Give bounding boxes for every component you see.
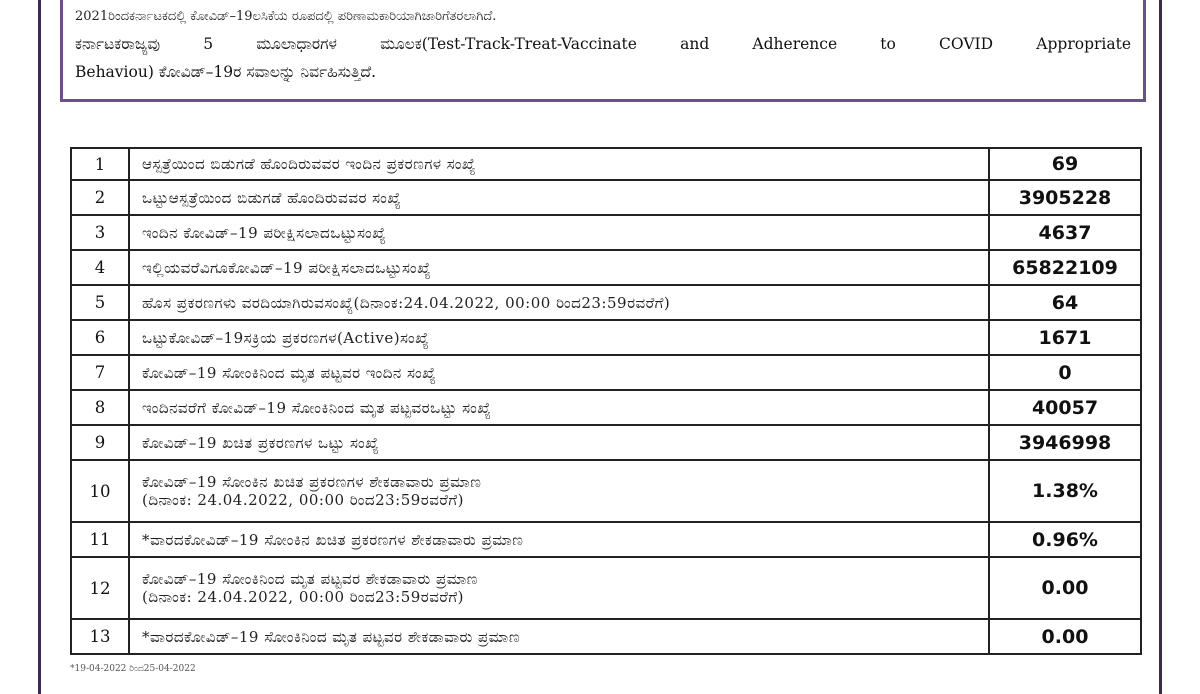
- row-number: 8: [71, 390, 129, 425]
- row-label-text: ಒಟ್ಟುಕೋವಿಡ್–19ಸಕ್ರಿಯ ಪ್ರಕರಣಗಳ(Active)ಸಂಖ್ಯೆ: [142, 328, 430, 347]
- notice-line-1: 2021ರಿಂದಕರ್ನಾಟಕದಲ್ಲಿ ಕೋವಿಡ್–19ಲಸಿಕೆಯ ರೂಪದಲ್ಲಿ ಪರಿಣಾಮಕಾರಿಯಾಗಿಜಾರಿಗೆತರಲಾಗಿದೆ.: [75, 9, 497, 24]
- row-label-text: ಇಂದಿನ ಕೋವಿಡ್–19 ಪರೀಕ್ಷಿಸಲಾದಒಟ್ಟುಸಂಖ್ಯೆ: [142, 223, 387, 242]
- table-row: [71, 425, 1141, 460]
- row-label-date: (ದಿನಾಂಕ: 24.04.2022, 00:00 ರಿಂದ23:59ರವರೆಗೆ): [142, 588, 464, 606]
- row-label-text: ಕೋವಿಡ್–19 ಖಚಿತ ಪ್ರಕರಣಗಳ ಒಟ್ಟು ಸಂಖ್ಯೆ: [142, 433, 380, 452]
- table-row: [71, 355, 1141, 390]
- covid-stats-table: [70, 147, 1142, 655]
- row-label: [129, 250, 989, 285]
- row-label: [129, 148, 989, 180]
- table-row: [71, 390, 1141, 425]
- table-row: [71, 215, 1141, 250]
- table-row: [71, 320, 1141, 355]
- row-number: 11: [71, 522, 129, 557]
- row-label: [129, 460, 989, 522]
- row-value: 0: [989, 355, 1141, 390]
- row-label: [129, 425, 989, 460]
- table-row: [71, 250, 1141, 285]
- row-number: 5: [71, 285, 129, 320]
- notice-line-3: Behaviou) ಕೋವಿಡ್–19ರ ಸವಾಲನ್ನು ನಿರ್ವಹಿಸುತ್ತಿದೆ.: [75, 63, 376, 81]
- row-label-text: ಆಸ್ಪತ್ರೆಯಿಂದ ಬಿಡುಗಡೆ ಹೊಂದಿರುವವರ ಇಂದಿನ ಪ್ರಕರಣಗಳ ಸಂಖ್ಯೆ: [142, 155, 476, 173]
- row-number: 7: [71, 355, 129, 390]
- row-label: [129, 390, 989, 425]
- row-number: 2: [71, 180, 129, 215]
- row-label-text: ಕೋವಿಡ್–19 ಸೋಂಕಿನ ಖಚಿತ ಪ್ರಕರಣಗಳ ಶೇಕಡಾವಾರು ಪ್ರಮಾಣ: [142, 473, 482, 491]
- table-row: [71, 557, 1141, 619]
- table-row: [71, 619, 1141, 654]
- row-value: 64: [989, 285, 1141, 320]
- row-label: [129, 522, 989, 557]
- row-label-text: ಇಲ್ಲಿಯವರೆವಿಗೂಕೋವಿಡ್–19 ಪರೀಕ್ಷಿಸಲಾದಒಟ್ಟುಸಂಖ್ಯೆ: [142, 258, 432, 277]
- row-number: 6: [71, 320, 129, 355]
- row-label-text: *ವಾರದಕೋವಿಡ್–19 ಸೋಂಕಿನ ಖಚಿತ ಪ್ರಕರಣಗಳ ಶೇಕಡಾವಾರು ಪ್ರಮಾಣ: [142, 530, 524, 549]
- row-label: [129, 180, 989, 215]
- row-number: 13: [71, 619, 129, 654]
- row-value: 0.00: [989, 557, 1141, 619]
- row-number: 1: [71, 148, 129, 180]
- row-number: 10: [71, 460, 129, 522]
- row-label: [129, 320, 989, 355]
- row-label: [129, 285, 989, 320]
- row-value: 3905228: [989, 180, 1141, 215]
- row-value: 1671: [989, 320, 1141, 355]
- row-label-text: ಕೋವಿಡ್–19 ಸೋಂಕಿನಿಂದ ಮೃತ ಪಟ್ಟವರ ಶೇಕಡಾವಾರು ಪ್ರಮಾಣ: [142, 570, 478, 588]
- row-number: 3: [71, 215, 129, 250]
- notice-line-2: ಕರ್ನಾಟಕರಾಜ್ಯವು 5 ಮೂಲಾಧಾರಗಳ ಮೂಲಕ(Test-Track-Treat-Vaccinate and Adherence to COVID Appropriate: [75, 35, 1131, 53]
- row-label-text: *ವಾರದಕೋವಿಡ್–19 ಸೋಂಕಿನಿಂದ ಮೃತ ಪಟ್ಟವರ ಶೇಕಡಾವಾರು ಪ್ರಮಾಣ: [142, 627, 520, 646]
- row-number: 12: [71, 557, 129, 619]
- row-label-text: ಒಟ್ಟುಆಸ್ಪತ್ರೆಯಿಂದ ಬಿಡುಗಡೆ ಹೊಂದಿರುವವರ ಸಂಖ್ಯೆ: [142, 188, 402, 207]
- table-row: [71, 148, 1141, 180]
- table-row: [71, 522, 1141, 557]
- row-label: [129, 619, 989, 654]
- row-value: 3946998: [989, 425, 1141, 460]
- row-label: [129, 557, 989, 619]
- row-label: [129, 215, 989, 250]
- table-row: [71, 285, 1141, 320]
- row-value: 40057: [989, 390, 1141, 425]
- row-label-date: (ದಿನಾಂಕ: 24.04.2022, 00:00 ರಿಂದ23:59ರವರೆಗೆ): [142, 491, 464, 509]
- row-number: 4: [71, 250, 129, 285]
- row-label-text: ಹೊಸ ಪ್ರಕರಣಗಳು ವರದಿಯಾಗಿರುವಸಂಖ್ಯೆ(ದಿನಾಂಕ:24.04.2022, 00:00 ರಿಂದ23:59ರವರೆಗೆ): [142, 293, 671, 312]
- row-value: 1.38%: [989, 460, 1141, 522]
- table-row: [71, 460, 1141, 522]
- row-value: 65822109: [989, 250, 1141, 285]
- notice-box: [60, 0, 1146, 102]
- row-value: 4637: [989, 215, 1141, 250]
- table-row: [71, 180, 1141, 215]
- row-label-text: ಇಂದಿನವರೆಗೆ ಕೋವಿಡ್–19 ಸೋಂಕಿನಿಂದ ಮೃತ ಪಟ್ಟವರಒಟ್ಟು ಸಂಖ್ಯೆ: [142, 398, 492, 417]
- row-label-text: ಕೋವಿಡ್–19 ಸೋಂಕಿನಿಂದ ಮೃತ ಪಟ್ಟವರ ಇಂದಿನ ಸಂಖ್ಯೆ: [142, 363, 437, 382]
- row-label: [129, 355, 989, 390]
- row-number: 9: [71, 425, 129, 460]
- row-value: 0.96%: [989, 522, 1141, 557]
- footnote: *19-04-2022 ರಿಂದ25-04-2022: [70, 664, 196, 674]
- row-value: 69: [989, 148, 1141, 180]
- row-value: 0.00: [989, 619, 1141, 654]
